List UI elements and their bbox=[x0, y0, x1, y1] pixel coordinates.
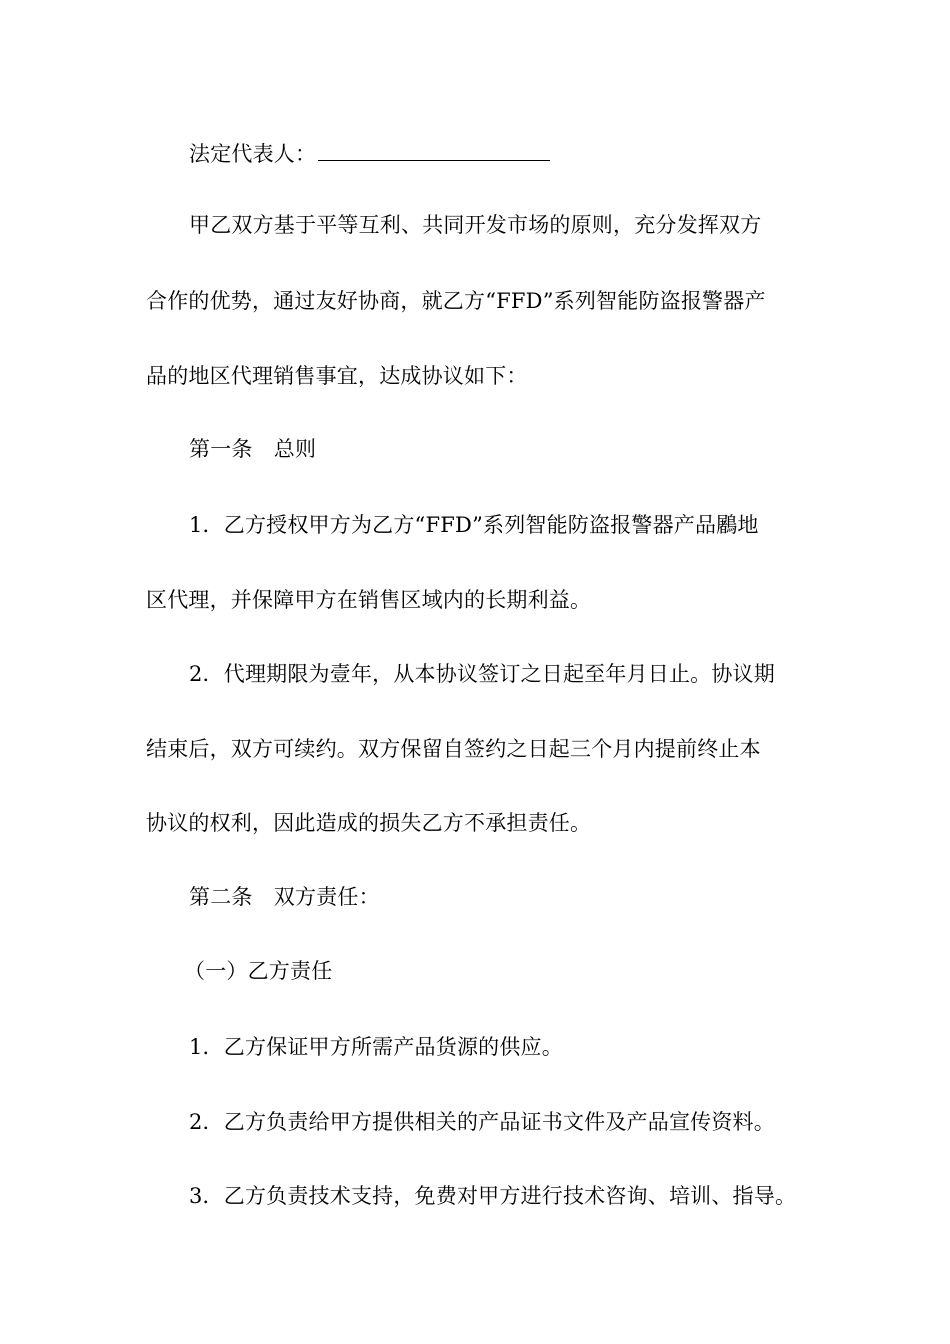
article-2-item-1: 1．乙方保证甲方所需产品货源的供应。 bbox=[189, 1035, 563, 1059]
article-1-item-2-line-1: 2．代理期限为壹年，从本协议签订之日起至年月日止。协议期 bbox=[189, 662, 775, 686]
article-2-heading: 第二条 双方责任： bbox=[189, 885, 380, 909]
article-2-item-3: 3．乙方负责技术支持，免费对甲方进行技术咨询、培训、指导。 bbox=[189, 1184, 797, 1208]
article-1-item-2-line-3: 协议的权利，因此造成的损失乙方不承担责任。 bbox=[146, 811, 592, 835]
article-1-item-1-line-1: 1．乙方授权甲方为乙方“FFD”系列智能防盗报警器产品鷵地 bbox=[189, 513, 759, 537]
article-1-heading: 第一条 总则 bbox=[189, 437, 317, 461]
legal-representative-label: 法定代表人： bbox=[189, 142, 317, 166]
article-1-item-2-line-2: 结束后，双方可续约。双方保留自签约之日起三个月内提前终止本 bbox=[146, 737, 761, 761]
article-2-item-2: 2．乙方负责给甲方提供相关的产品证书文件及产品宣传资料。 bbox=[189, 1110, 775, 1134]
legal-representative-blank bbox=[318, 138, 550, 161]
intro-line-3: 品的地区代理销售事宜，达成协议如下： bbox=[146, 364, 528, 388]
intro-line-2: 合作的优势，通过友好协商，就乙方“FFD”系列智能防盗报警器产 bbox=[146, 289, 766, 313]
legal-representative-line bbox=[189, 138, 550, 169]
intro-line-1: 甲乙双方基于平等互利、共同开发市场的原则，充分发挥双方 bbox=[189, 213, 762, 237]
article-2-section-1-heading: （一）乙方责任 bbox=[184, 959, 333, 983]
article-1-item-1-line-2: 区代理，并保障甲方在销售区域内的长期利益。 bbox=[146, 588, 592, 612]
